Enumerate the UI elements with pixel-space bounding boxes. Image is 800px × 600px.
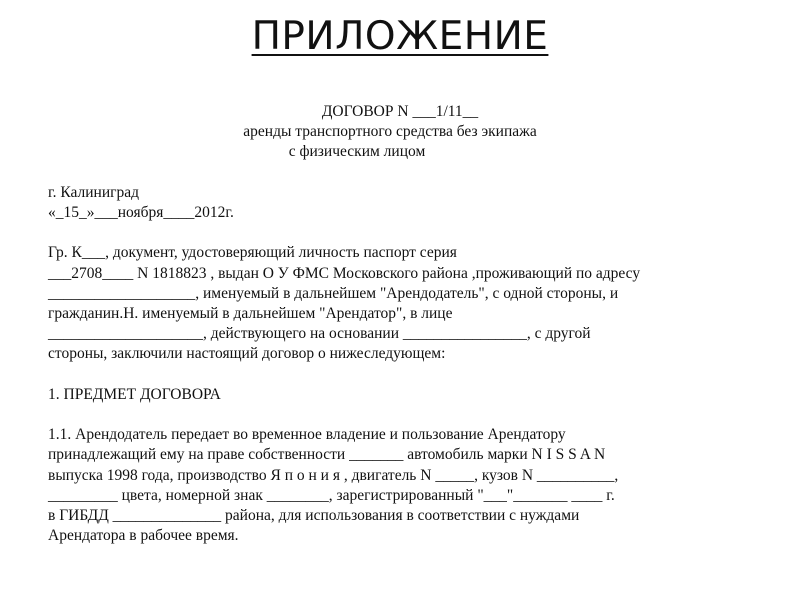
contract-type-line: с физическим лицом	[288, 143, 426, 161]
clause-line-5: в ГИБДД ______________ района, для использования в соответствии с нуждами	[48, 507, 580, 524]
clause-line-1: 1.1. Арендодатель передает во временное владение и пользование Арендатору	[48, 426, 566, 444]
clause-line-2: принадлежащий ему на праве собственности _______ автомобиль марки N I S S A N	[48, 446, 606, 464]
parties-line-5: ____________________, действующего на основании ________________, с другой	[48, 325, 591, 343]
clause-line-3: выпуска 1998 года, производство Я п о н и я , двигатель N _____, кузов N __________,	[48, 466, 619, 484]
date-line: «_15_»___ноября____2012г.	[48, 204, 234, 221]
place-line: г. Калиниград	[48, 183, 140, 201]
contract-document	[48, 102, 768, 546]
clause-line-6: Арендатора в рабочее время.	[48, 527, 239, 545]
parties-line-3: ___________________, именуемый в дальнейшем "Арендодатель", с одной стороны, и	[48, 284, 619, 302]
section-heading: 1. ПРЕДМЕТ ДОГОВОРА	[48, 385, 221, 403]
parties-line-6: стороны, заключили настоящий договор о нижеследующем:	[48, 345, 446, 363]
parties-line-2: ___2708____ N 1818823 , выдан О У ФМС Московского района ,проживающий по адресу	[48, 264, 641, 282]
parties-line-4: гражданин.Н. именуемый в дальнейшем "Арендатор", в лице	[48, 305, 453, 322]
slide-title: ПРИЛОЖЕНИЕ	[251, 14, 549, 59]
contract-number-line: ДОГОВОР N ___1/11__	[321, 103, 479, 120]
clause-line-4: _________ цвета, номерной знак ________, зарегистрированный "___"_______ ____ г.	[48, 486, 615, 504]
contract-subject-line: аренды транспортного средства без экипажа	[243, 123, 537, 141]
parties-line-1: Гр. К___, документ, удостоверяющий личность паспорт серия	[48, 244, 457, 262]
